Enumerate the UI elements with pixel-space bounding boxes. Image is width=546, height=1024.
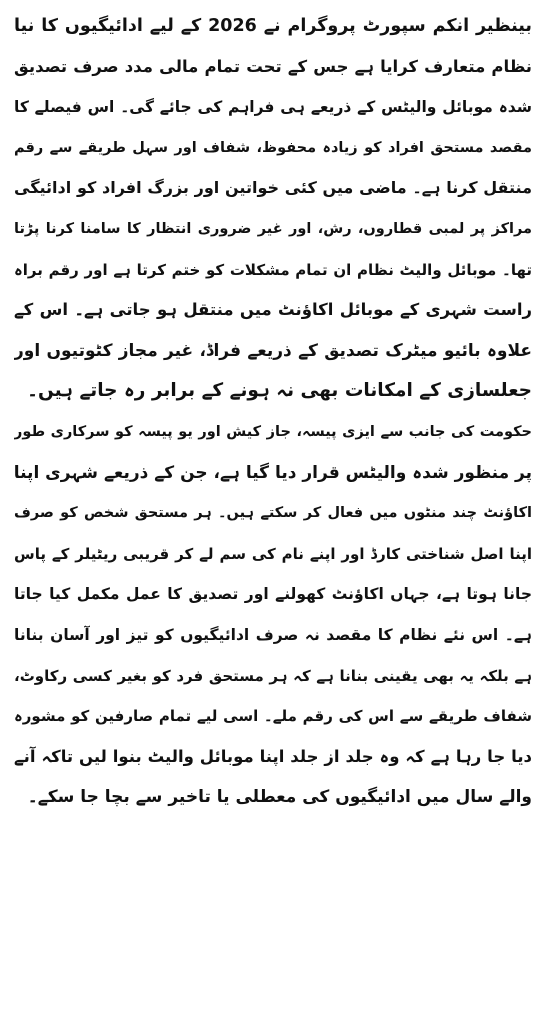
text-line: بینظیر انکم سپورٹ پروگرام نے 2026 کے لیے ادائیگیوں کا نیا (14, 16, 532, 36)
text-line: علاوہ بائیو میٹرک تصدیق کے ذریعے فراڈ، غیر مجاز کٹوتیوں اور (14, 340, 532, 361)
text-line: تھا۔ موبائل والیٹ نظام ان تمام مشکلات کو ختم کرتا ہے اور رقم براہ (14, 260, 532, 279)
text-line: پر منظور شدہ والیٹس قرار دیا گیا ہے، جن کے ذریعے شہری اپنا (14, 462, 532, 483)
text-line: نظام متعارف کرایا ہے جس کے تحت تمام مالی مدد صرف تصدیق (14, 56, 532, 76)
text-line: شدہ موبائل والیٹس کے ذریعے ہی فراہم کی جائے گی۔ اس فیصلے کا (14, 98, 532, 117)
text-line: راست شہری کے موبائل اکاؤنٹ میں منتقل ہو جاتی ہے۔ اس کے (14, 300, 532, 320)
text-line: حکومت کی جانب سے ایزی پیسہ، جاز کیش اور یو پیسہ کو سرکاری طور (14, 423, 532, 440)
paragraph-1 (14, 6, 532, 412)
text-line: جعلسازی کے امکانات بھی نہ ہونے کے برابر رہ جاتے ہیں۔ (27, 380, 532, 402)
text-line: والے سال میں ادائیگیوں کی معطلی یا تاخیر سے بچا جا سکے۔ (27, 787, 532, 808)
article-body (14, 6, 532, 818)
text-line: اکاؤنٹ چند منٹوں میں فعال کر سکتے ہیں۔ ہر مستحق شخص کو صرف (14, 505, 532, 522)
text-line: مقصد مستحق افراد کو زیادہ محفوظ، شفاف اور سہل طریقے سے رقم (14, 139, 532, 156)
text-line: شفاف طریقے سے اس کی رقم ملے۔ اسی لیے تمام صارفین کو مشورہ (14, 707, 532, 726)
text-line: منتقل کرنا ہے۔ ماضی میں کئی خواتین اور بزرگ افراد کو ادائیگی (14, 178, 532, 198)
text-line: دیا جا رہا ہے کہ وہ جلد از جلد اپنا موبائل والیٹ بنوا لیں تاکہ آنے (14, 746, 532, 766)
paragraph-2 (14, 412, 532, 818)
text-line: جانا ہوتا ہے، جہاں اکاؤنٹ کھولنے اور تصدیق کا عمل مکمل کیا جاتا (14, 585, 532, 604)
text-line: ہے۔ اس نئے نظام کا مقصد نہ صرف ادائیگیوں کو تیز اور آسان بنانا (14, 625, 532, 644)
text-line: مراکز پر لمبی قطاروں، رش، اور غیر ضروری انتظار کا سامنا کرنا پڑتا (14, 220, 532, 237)
text-line: اپنا اصل شناختی کارڈ اور اپنے نام کی سم لے کر قریبی ریٹیلر کے پاس (14, 544, 532, 563)
text-line: ہے بلکہ یہ بھی یقینی بنانا ہے کہ ہر مستحق فرد کو بغیر کسی رکاوٹ، (14, 666, 532, 685)
